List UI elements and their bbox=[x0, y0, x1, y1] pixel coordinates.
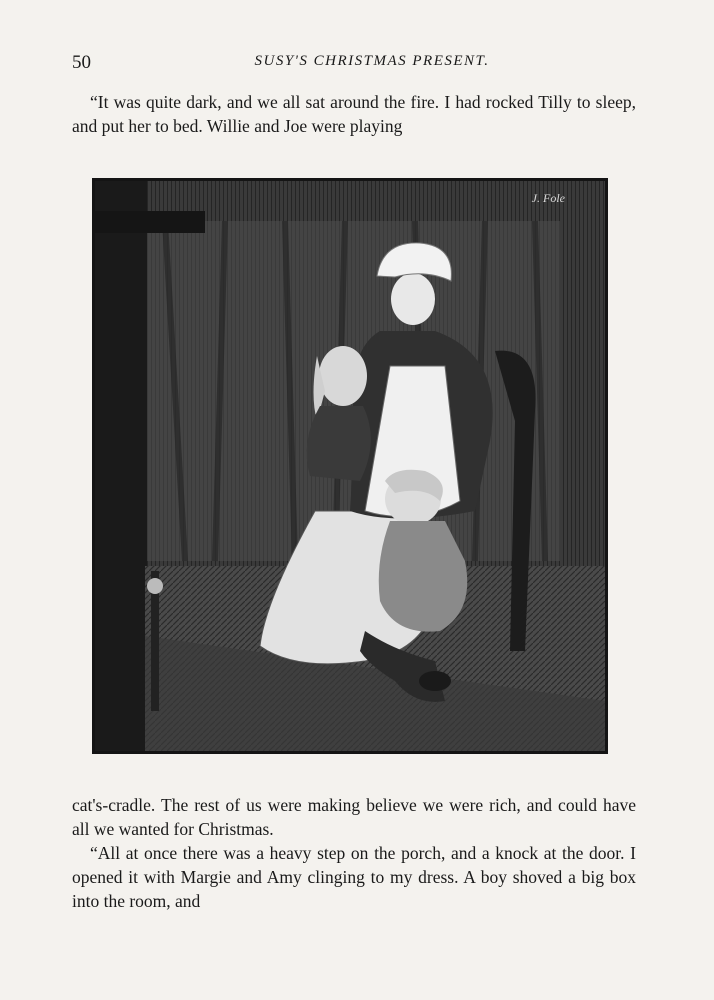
page-number: 50 bbox=[72, 52, 91, 73]
illustration-art bbox=[95, 181, 605, 751]
running-title: SUSY'S CHRISTMAS PRESENT. bbox=[254, 53, 490, 69]
artist-signature: J. Fole bbox=[531, 191, 565, 205]
engraving-illustration bbox=[92, 178, 608, 754]
text-bottom bbox=[72, 793, 636, 913]
text-top bbox=[72, 90, 636, 138]
paragraph: “It was quite dark, and we all sat around the fire. I had rocked Tilly to sleep, and put her to bed. Willie and Joe were playing bbox=[72, 92, 636, 136]
paragraph: “All at once there was a heavy step on the porch, and a knock at the door. I opened it with Margie and Amy clinging to my dress. A boy shoved a big box into the room, and bbox=[72, 843, 636, 911]
paragraph: cat's-cradle. The rest of us were making believe we were rich, and could have all we wanted for Christmas. bbox=[72, 795, 636, 839]
